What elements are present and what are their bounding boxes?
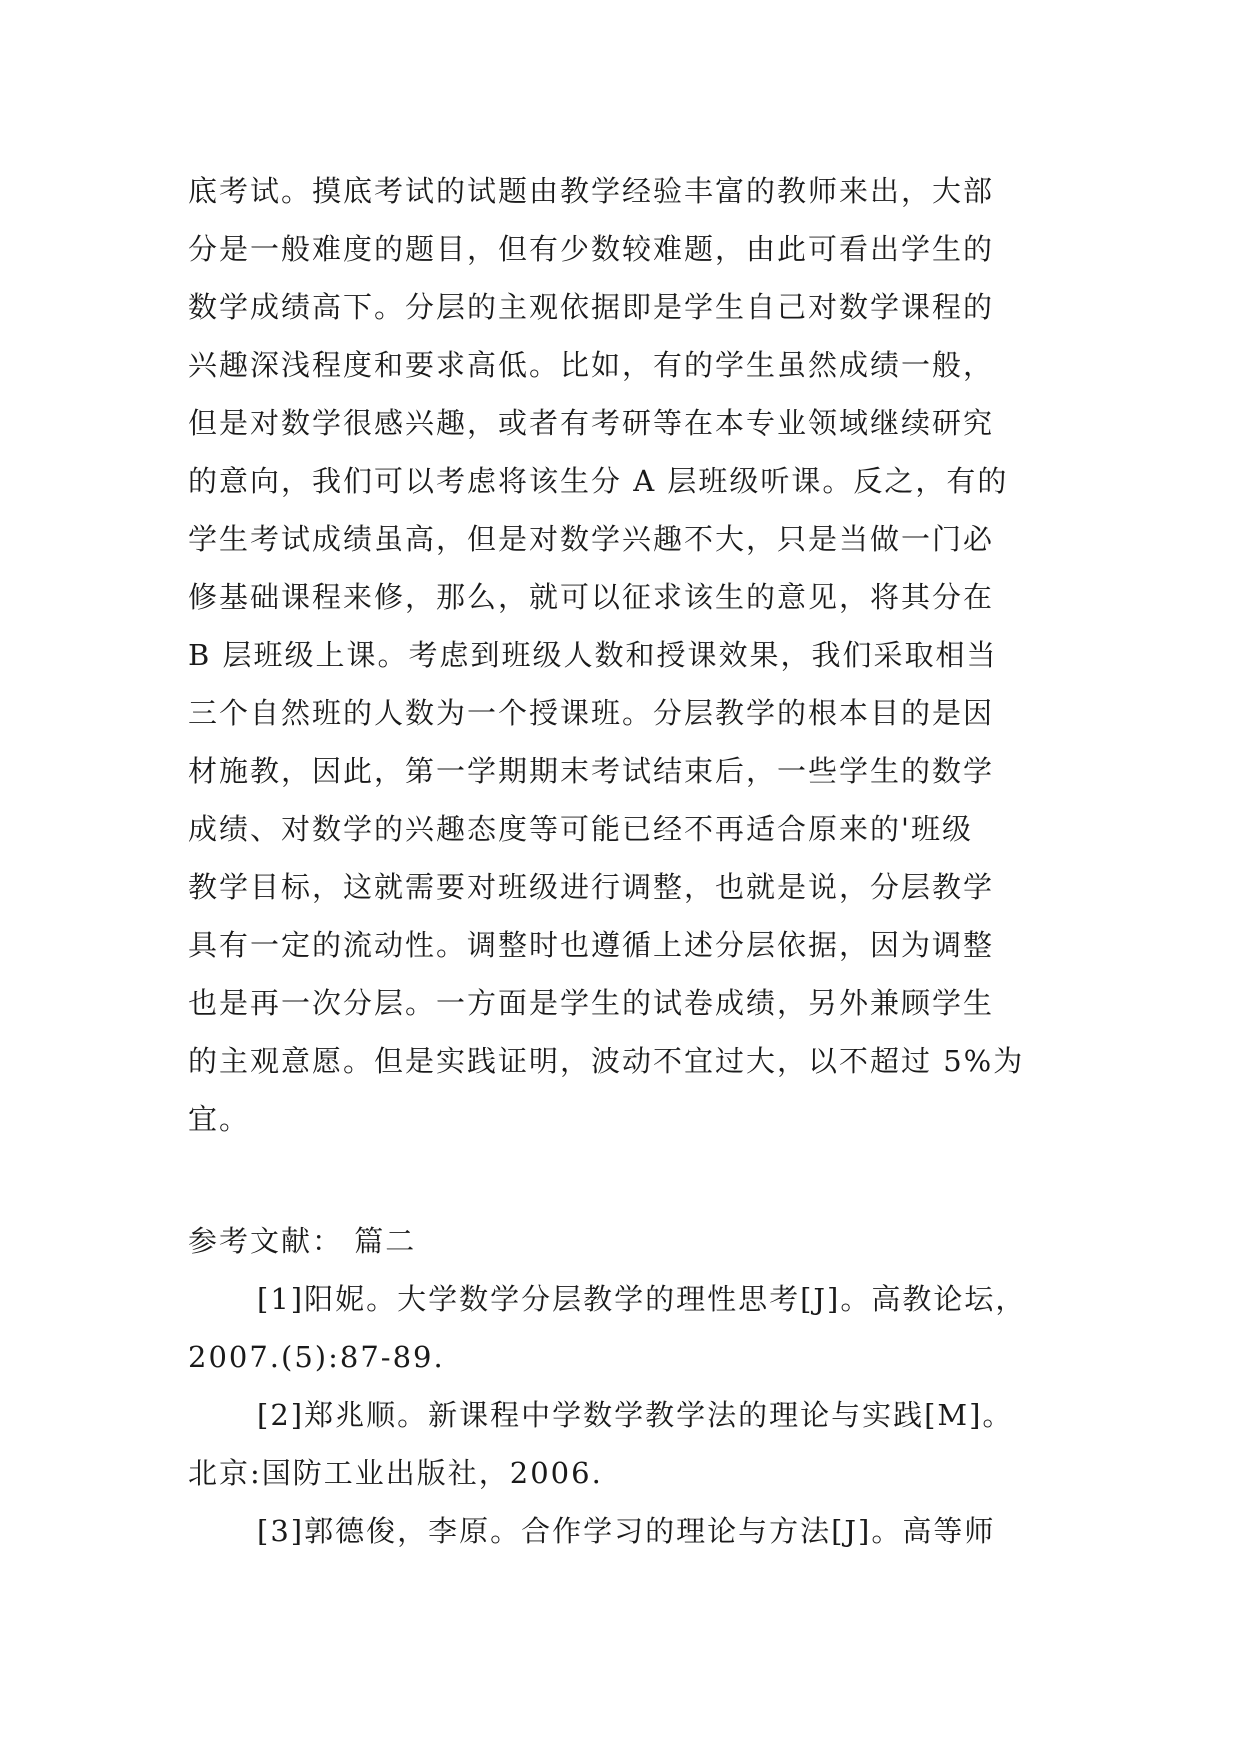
- body-line: 学生考试成绩虽高，但是对数学兴趣不大，只是当做一门必: [188, 522, 995, 556]
- body-line: 底考试。摸底考试的试题由教学经验丰富的教师来出，大部: [188, 174, 995, 208]
- body-line: 也是再一次分层。一方面是学生的试卷成绩，另外兼顾学生: [188, 986, 995, 1020]
- body-paragraph: [188, 162, 1068, 1148]
- reference-item-1-continuation: 2007.(5):87-89.: [188, 1340, 445, 1374]
- body-line: 修基础课程来修，那么，就可以征求该生的意见，将其分在: [188, 580, 995, 614]
- body-line: 的意向，我们可以考虑将该生分 A 层班级听课。反之，有的: [188, 464, 1009, 498]
- body-line: 数学成绩高下。分层的主观依据即是学生自己对数学课程的: [188, 290, 995, 324]
- body-line: B 层班级上课。考虑到班级人数和授课效果，我们采取相当: [188, 638, 998, 672]
- body-line: 成绩、对数学的兴趣态度等可能已经不再适合原来的'班级: [188, 812, 973, 846]
- references-section: [188, 1212, 1068, 1560]
- body-line: 的主观意愿。但是实践证明，波动不宜过大，以不超过 5%为: [188, 1044, 1025, 1078]
- reference-item-2-continuation: 北京:国防工业出版社，2006.: [188, 1456, 603, 1490]
- body-line: 分是一般难度的题目，但有少数较难题，由此可看出学生的: [188, 232, 995, 266]
- body-line: 教学目标，这就需要对班级进行调整，也就是说，分层教学: [188, 870, 995, 904]
- body-line: 宜。: [188, 1102, 251, 1136]
- reference-item-3: [3]郭德俊，李原。合作学习的理论与方法[J]。高等师: [257, 1514, 996, 1548]
- reference-item-1: [1]阳妮。大学数学分层教学的理性思考[J]。高教论坛，: [257, 1282, 1027, 1316]
- body-line: 具有一定的流动性。调整时也遵循上述分层依据，因为调整: [188, 928, 995, 962]
- body-line: 材施教，因此，第一学期期末考试结束后，一些学生的数学: [188, 754, 995, 788]
- body-line: 兴趣深浅程度和要求高低。比如，有的学生虽然成绩一般，: [188, 348, 995, 382]
- references-heading: 参考文献： 篇二: [188, 1224, 417, 1258]
- body-line: 但是对数学很感兴趣，或者有考研等在本专业领域继续研究: [188, 406, 995, 440]
- body-line: 三个自然班的人数为一个授课班。分层教学的根本目的是因: [188, 696, 995, 730]
- reference-item-2: [2]郑兆顺。新课程中学数学教学法的理论与实践[M]。: [257, 1398, 1014, 1432]
